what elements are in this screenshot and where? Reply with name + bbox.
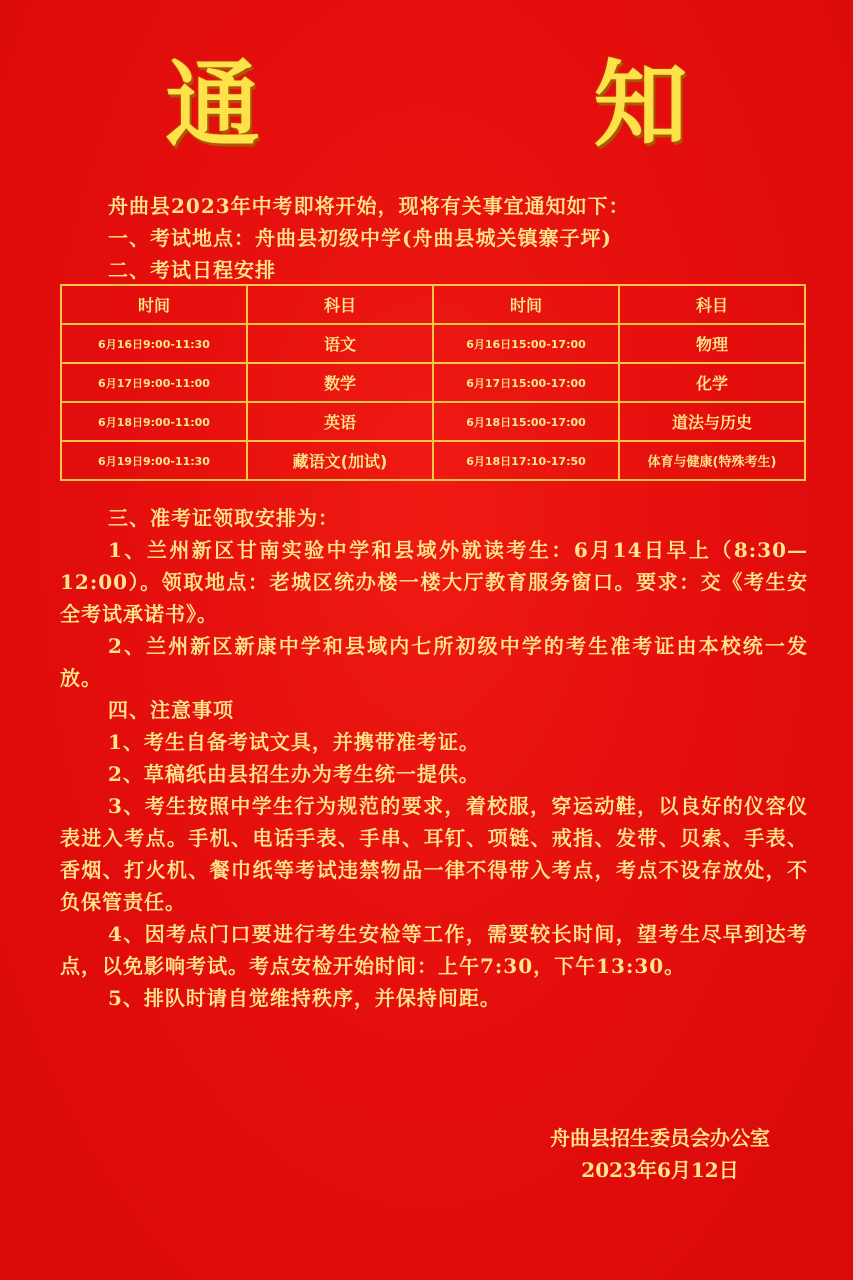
notice-body-top (60, 190, 808, 286)
cell-time: 6月18日9:00-11:00 (61, 402, 247, 441)
cell-time: 6月19日9:00-11:30 (61, 441, 247, 480)
section4-item2: 2、草稿纸由县招生办为考生统一提供。 (108, 762, 480, 786)
section2-heading: 二、考试日程安排 (108, 258, 276, 282)
signature-org: 舟曲县招生委员会办公室 (550, 1126, 770, 1150)
exam-schedule-table (60, 284, 806, 481)
notice-title: 通 知 (165, 50, 808, 160)
section4-item3: 3、考生按照中学生行为规范的要求，着校服，穿运动鞋，以良好的仪容仪表进入考点。手机、电话手表、手串、耳钉、项链、戒指、发带、贝索、手表、香烟、打火机、餐巾纸等考试违禁物品一律不得带入考点，考点不设存放处，不负保管责任。 (60, 794, 808, 914)
table-row (61, 324, 805, 363)
table-row (61, 402, 805, 441)
cell-subject: 语文 (247, 324, 433, 363)
section3-item2: 2、兰州新区新康中学和县域内七所初级中学的考生准考证由本校统一发放。 (60, 634, 808, 690)
header-subject-2: 科目 (619, 285, 805, 324)
table-row (61, 363, 805, 402)
cell-time: 6月17日15:00-17:00 (433, 363, 619, 402)
section4-item5: 5、排队时请自觉维持秩序，并保持间距。 (108, 986, 501, 1010)
cell-subject: 藏语文(加试) (247, 441, 433, 480)
cell-subject: 化学 (619, 363, 805, 402)
header-subject-1: 科目 (247, 285, 433, 324)
section3-item1: 1、兰州新区甘南实验中学和县域外就读考生：6月14日早上（8:30—12:00）。领取地点：老城区统办楼一楼大厅教育服务窗口。要求：交《考生安全考试承诺书》。 (60, 538, 808, 626)
section1-location: 一、考试地点：舟曲县初级中学(舟曲县城关镇寨子坪) (108, 226, 612, 250)
cell-subject: 数学 (247, 363, 433, 402)
table-header-row (61, 285, 805, 324)
table-row (61, 441, 805, 480)
cell-time: 6月16日15:00-17:00 (433, 324, 619, 363)
section4-item1: 1、考生自备考试文具，并携带准考证。 (108, 730, 480, 754)
header-time-2: 时间 (433, 285, 619, 324)
section4-heading: 四、注意事项 (108, 698, 234, 722)
signature-date: 2023年6月12日 (581, 1158, 739, 1182)
cell-time: 6月17日9:00-11:00 (61, 363, 247, 402)
section3-heading: 三、准考证领取安排为： (108, 506, 339, 530)
cell-time: 6月16日9:00-11:30 (61, 324, 247, 363)
section4-item4: 4、因考点门口要进行考生安检等工作，需要较长时间，望考生尽早到达考点，以免影响考试。考点安检开始时间：上午7:30，下午13:30。 (60, 922, 808, 978)
cell-subject: 体育与健康(特殊考生) (619, 441, 805, 480)
cell-subject: 道法与历史 (619, 402, 805, 441)
cell-time: 6月18日17:10-17:50 (433, 441, 619, 480)
cell-time: 6月18日15:00-17:00 (433, 402, 619, 441)
intro-text: 舟曲县2023年中考即将开始，现将有关事宜通知如下： (108, 194, 630, 218)
cell-subject: 物理 (619, 324, 805, 363)
header-time-1: 时间 (61, 285, 247, 324)
notice-body-bottom (60, 502, 808, 1014)
signature-block (505, 1122, 815, 1186)
cell-subject: 英语 (247, 402, 433, 441)
